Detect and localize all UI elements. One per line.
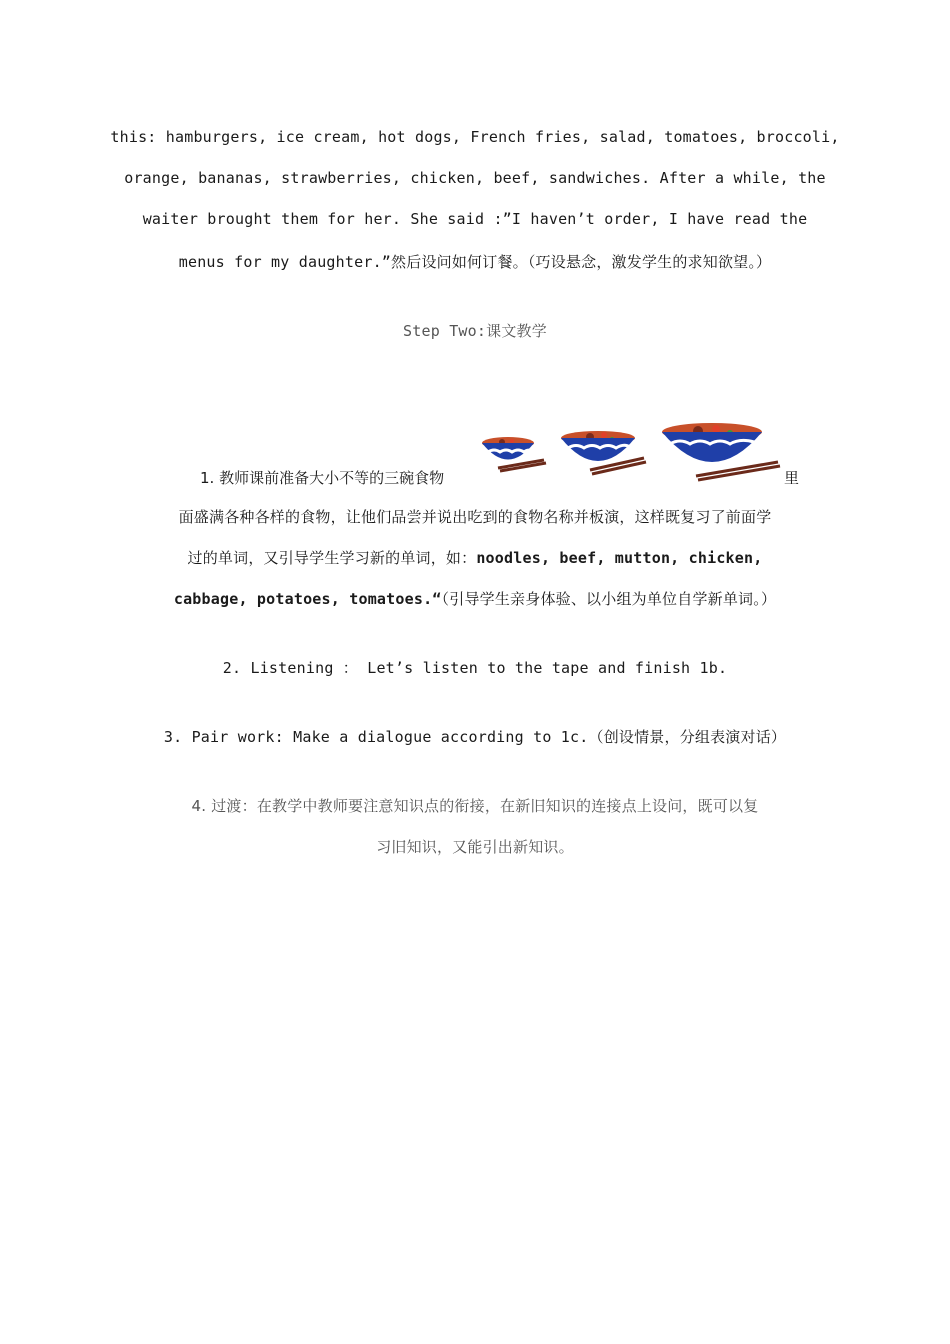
paragraph-line: orange, bananas, strawberries, chicken, beef, sandwiches. After a while, the	[124, 169, 826, 187]
paragraph-line	[0, 251, 950, 272]
item1-line	[0, 547, 950, 568]
item1-text-cn: 过的单词，又引导学生学习新的单词，如：	[187, 549, 477, 567]
paragraph-line: waiter brought them for her. She said :”I haven’t order, I have read the	[142, 210, 808, 228]
bowls-image	[478, 418, 784, 486]
item1-line	[0, 588, 950, 609]
item1-suffix: 里	[784, 469, 800, 487]
bowl-icon	[561, 431, 646, 474]
vocab-words: noodles, beef, mutton, chicken,	[476, 549, 763, 567]
paragraph-line: this: hamburgers, ice cream, hot dogs, French fries, salad, tomatoes, broccoli,	[110, 128, 840, 146]
section-heading: Step Two:课文教学	[403, 322, 547, 340]
bowl-icon	[482, 437, 546, 471]
item1-prefix: 1. 教师课前准备大小不等的三碗食物	[200, 469, 445, 487]
item1-text-cn: （引导学生亲身体验、以小组为单位自学新单词。）	[441, 590, 777, 608]
paragraph-text-cn: 然后设问如何订餐。（巧设悬念，激发学生的求知欲望。）	[391, 253, 772, 271]
item4-line: 习旧知识，又能引出新知识。	[376, 838, 574, 856]
item2-line: 2. Listening ： Let’s listen to the tape and finish 1b.	[222, 659, 728, 677]
paragraph-text-en: menus for my daughter.”	[178, 253, 392, 271]
bowl-icon	[662, 423, 780, 480]
item3-text-cn: （创设情景，分组表演对话）	[588, 728, 787, 746]
item3-line	[0, 726, 950, 747]
item3-text-en: 3. Pair work: Make a dialogue according to 1c.	[163, 728, 589, 746]
item4-line: 4. 过渡：在教学中教师要注意知识点的衔接，在新旧知识的连接点上设问，既可以复	[191, 797, 759, 815]
vocab-words: cabbage, potatoes, tomatoes.“	[173, 590, 442, 608]
item1-line: 面盛满各种各样的食物，让他们品尝并说出吃到的食物名称并板演，这样既复习了前面学	[178, 508, 772, 526]
